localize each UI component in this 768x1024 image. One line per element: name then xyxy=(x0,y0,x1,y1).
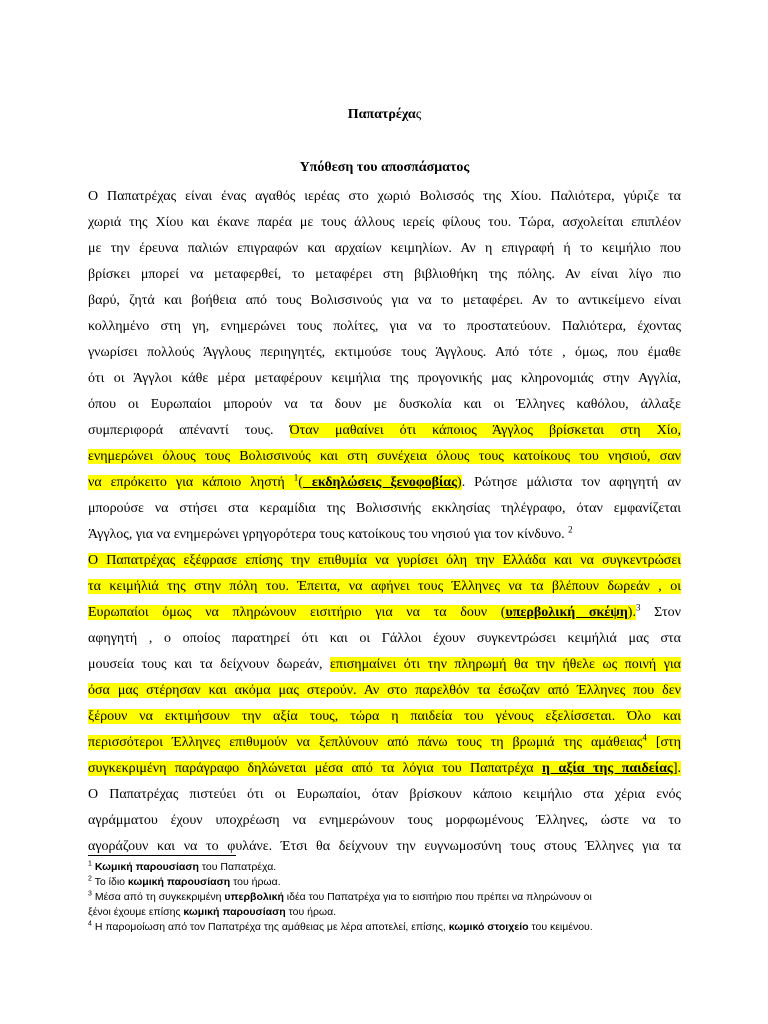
highlighted-text: Ο Παπατρέχας εξέφρασε επίσης την επιθυμία να γυρίσει όλη την Ελλάδα και να συγκεντρώσει xyxy=(88,553,681,568)
text-line: να επρόκειτο για κάποιο ληστή $^1$( εκδηλώσεις ξενοφοβίας). Ρώτησε μάλιστα τον αφηγητή αν xyxy=(88,472,682,490)
text-line: αγράμματου έχουν υποχρέωση να ενημερώνουν τους μορφωμένους Έλληνες, ώστε να το xyxy=(88,813,681,828)
text-line: χωριά της Χίου και έκανε παρέα με τους άλλους ιερείς φίλους του. Τώρα, ασχολείται επιπλέον xyxy=(88,215,681,230)
text-line: με την έρευνα παλιών επιγραφών και αρχαίων κειμηλίων. Αν η επιγραφή ή το κειμήλιο που xyxy=(88,241,681,256)
text-line: βαρύ, ζητά και βοήθεια από τους Βολισσινούς για να το μεταφέρει. Αν το αντικείμενο είναι xyxy=(88,293,681,308)
text-line: όπου οι Ευρωπαίοι μπορούν να τα δουν με δυσκολία και οι Έλληνες καθόλου, άλλαξε xyxy=(88,397,681,412)
footnote-3-continued: ξένοι έχουμε επίσης κωμική παρουσίαση του ήρωα. xyxy=(88,906,337,918)
text-line xyxy=(88,709,681,729)
document-title: Παπατρέχας xyxy=(347,107,422,122)
highlighted-text: Όταν μαθαίνει ότι κάποιος Άγγλος βρίσκεται στη Χίο, xyxy=(289,423,682,438)
key-phrase: εκδηλώσεις ξενοφοβίας xyxy=(302,475,458,490)
highlighted-text: ενημερώνει όλους τους Βολισσινούς και στη συνέχεια όλους τους κατοίκους του νησιού, σαν xyxy=(88,449,681,464)
footnote-1: $^1$ Κωμική παρουσίαση του Παπατρέχα. xyxy=(88,860,277,873)
text-line: αγοράζουν και να το φυλάνε. Έτσι θα δείχνουν την ευγνωμοσύνη τους στους Έλληνες για τα xyxy=(88,839,681,854)
text-line: κολλημένο στη γη, ενημερώνει τους πολίτες, για να το προστατεύουν. Παλιότερα, έχοντας xyxy=(88,319,681,334)
text-line: γνωρίσει πολλούς Άγγλους περιηγητές, εκτιμούσε τους Άγγλους. Από τότε , όμως, που έμαθε xyxy=(88,345,681,360)
text-line xyxy=(88,553,681,573)
key-phrase: υπερβολική σκέψη xyxy=(505,605,628,620)
footnote-separator xyxy=(88,855,236,856)
text-line: μπορούσε να στήσει στα κεραμίδια της Βολισσινής εκκλησίας τηλέγραφο, όταν εμφανίζεται xyxy=(88,501,681,516)
text-line xyxy=(88,683,681,703)
highlighted-text: ξέρουν να εκτιμήσουν την αξία τους, τώρα η παιδεία του γένους εξελίσσεται. Όλο και xyxy=(88,709,681,724)
text-line: συμπεριφορά απέναντί τους. Όταν μαθαίνει ότι κάποιος Άγγλος βρίσκεται στη Χίο, xyxy=(88,423,682,438)
text-line: αφηγητή , ο οποίος παρατηρεί ότι και οι Γάλλοι έχουν συγκεντρώσει κειμήλιά μας στα xyxy=(88,631,681,646)
highlighted-text: συγκεκριμένη παράγραφο δηλώνεται μέσα από τα λόγια του Παπατρέχα η αξία της παιδείας]. xyxy=(88,761,681,776)
highlighted-text: επισημαίνει ότι την πληρωμή θα την ήθελε ως ποινή για xyxy=(330,657,682,672)
document-subtitle: Υπόθεση του αποσπάσματος xyxy=(299,160,470,175)
highlighted-text: να επρόκειτο για κάποιο ληστή $^1$( εκδηλώσεις ξενοφοβίας) xyxy=(88,472,462,490)
highlighted-text: περισσότεροι Έλληνες επιθυμούν να ξεπλύνουν από πάνω τους τη βρωμιά της αμάθειας$^4$ [στη xyxy=(88,732,681,750)
text-line: Άγγλος, για να ενημερώνει γρηγορότερα τους κατοίκους του νησιού για τον κίνδυνο. $^2$ xyxy=(88,524,573,542)
text-line: Ο Παπατρέχας είναι ένας αγαθός ιερέας στο χωριό Βολισσός της Χίου. Παλιότερα, γύριζε τα xyxy=(88,189,681,204)
text-line xyxy=(88,579,681,599)
highlighted-text: Ευρωπαίοι όμως να πληρώνουν εισιτήριο για να τα δουν (υπερβολική σκέψη). xyxy=(88,605,636,620)
footnote-4: $^4$ Η παρομοίωση από τον Παπατρέχα της αμάθειας με λέρα αποτελεί, επίσης, κωμικό στοιχείο του κειμένου. xyxy=(88,920,593,933)
highlighted-text: τα κειμήλιά της στην πόλη του. Έπειτα, να αφήνει τους Έλληνες να τα βλέπουν δωρεάν , οι xyxy=(88,579,681,594)
key-phrase: η αξία της παιδείας xyxy=(542,761,673,776)
highlighted-text: όσα μας στέρησαν και ακόμα μας στερούν. Αν στο παρελθόν τα έσωζαν από Έλληνες που δεν xyxy=(88,683,681,698)
text-line xyxy=(88,732,681,755)
text-line: Ευρωπαίοι όμως να πληρώνουν εισιτήριο για να τα δουν (υπερβολική σκέψη).$^3$ Στον xyxy=(88,602,681,620)
document-page xyxy=(88,0,681,1024)
text-line: Ο Παπατρέχας πιστεύει ότι οι Ευρωπαίοι, όταν βρίσκουν κάποιο κειμήλιο στα χέρια ενός xyxy=(88,787,681,802)
footnote-2: $^2$ Το ίδιο κωμική παρουσίαση του ήρωα. xyxy=(88,875,281,888)
text-line xyxy=(88,761,681,781)
footnote-3: $^3$ Μέσα από τη συγκεκριμένη υπερβολική ιδέα του Παπατρέχα για το εισιτήριο που πρέπει να πληρώνουν οι xyxy=(88,890,592,903)
text-line: ότι οι Άγγλοι κάθε μέρα μεταφέρουν κειμήλια της προγονικής μας κληρονομιάς στην Αγγλία, xyxy=(88,371,681,386)
text-line xyxy=(88,449,681,469)
text-line: βρίσκει μπορεί να μεταφερθεί, το μεταφέρει στη βιβλιοθήκη της πόλης. Αν είναι λίγο πιο xyxy=(88,267,681,282)
text-line: μουσεία τους και τα δείχνουν δωρεάν, επισημαίνει ότι την πληρωμή θα την ήθελε ως ποινή για xyxy=(88,657,682,672)
